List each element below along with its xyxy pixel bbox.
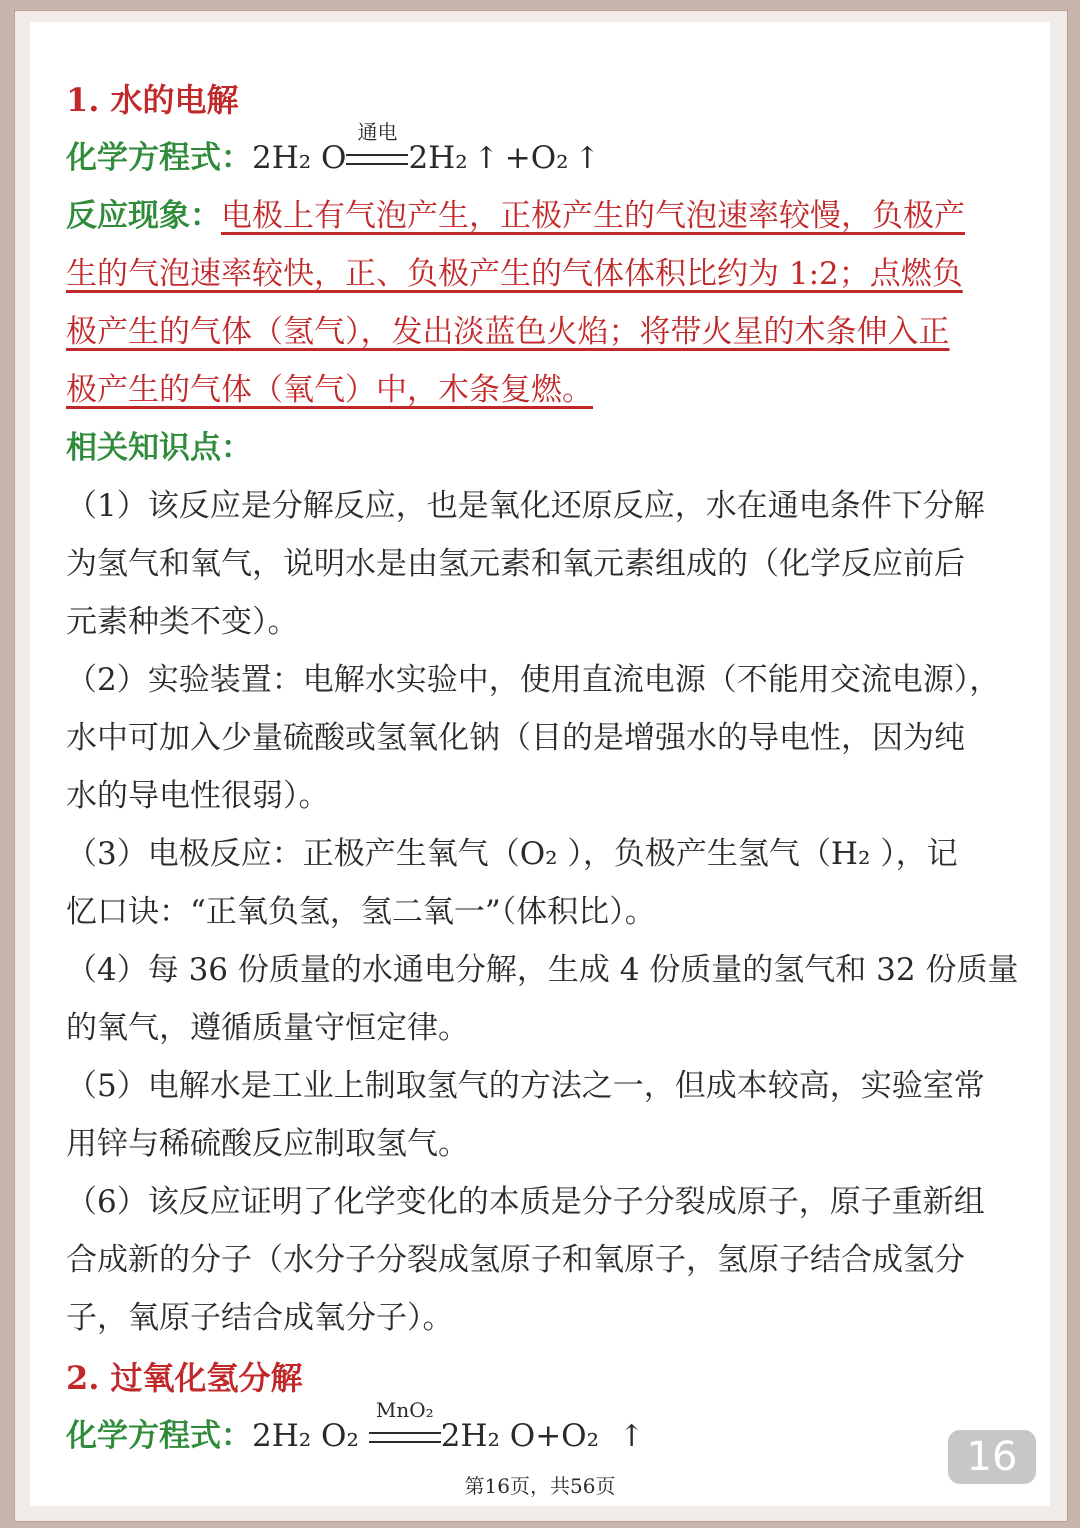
knowledge-line: 为氢气和氧气，说明水是由氢元素和氧元素组成的（化学反应前后 [66, 546, 965, 582]
section1-title: 1. 水的电解 [66, 81, 239, 119]
knowledge-line: 元素种类不变）。 [66, 604, 299, 640]
knowledge-line: （4）每 36 份质量的水通电分解，生成 4 份质量的氢气和 32 份质量 [66, 952, 1019, 988]
page-footer: 第16页，共56页 [464, 1474, 616, 1498]
knowledge-line: 合成新的分子（水分子分裂成氢原子和氧原子，氢原子结合成氢分 [66, 1242, 965, 1278]
condition-text: MnO₂ [375, 1398, 434, 1422]
double-line [369, 1432, 441, 1443]
section2-title: 2. 过氧化氢分解 [66, 1359, 303, 1397]
gas-arrow-icon: ↑ [619, 1419, 645, 1454]
knowledge-line: （1）该反应是分解反应，也是氧化还原反应，水在通电条件下分解 [66, 488, 985, 524]
knowledge-line: 忆口诀：“正氧负氢，氢二氧一”（体积比）。 [66, 894, 656, 930]
eq-right: 2H₂ [408, 140, 468, 176]
condition-text: 通电 [357, 120, 398, 144]
reaction-condition [369, 1398, 441, 1456]
phenomenon-line-4: 极产生的气体（氧气）中，木条复燃。 [66, 372, 593, 408]
section1-equation [66, 120, 1014, 179]
knowledge-line: 水的导电性很弱）。 [66, 778, 330, 814]
eq-plus: +O₂ [504, 140, 569, 176]
phenomenon-line-3: 极产生的气体（氢气），发出淡蓝色火焰；将带火星的木条伸入正 [66, 314, 950, 350]
gas-arrow-icon: ↑ [574, 141, 600, 176]
knowledge-line: 水中可加入少量硫酸或氢氧化钠（目的是增强水的导电性，因为纯 [66, 720, 965, 756]
knowledge-line: （5）电解水是工业上制取氢气的方法之一，但成本较高，实验室常 [66, 1068, 985, 1104]
knowledge-line: 的氧气，遵循质量守恒定律。 [66, 1010, 469, 1046]
phenomenon-label: 反应现象： [66, 198, 221, 234]
eq-left: 2H₂ O [252, 140, 347, 176]
knowledge-label: 相关知识点： [66, 430, 252, 466]
knowledge-line: 子，氧原子结合成氧分子）。 [66, 1300, 454, 1336]
document-page [30, 22, 1050, 1506]
equation-label: 化学方程式： [66, 140, 252, 176]
double-line [346, 154, 408, 165]
knowledge-line: （2）实验装置：电解水实验中，使用直流电源（不能用交流电源）， [66, 662, 1001, 698]
knowledge-line: 用锌与稀硫酸反应制取氢气。 [66, 1126, 469, 1162]
section2-equation [66, 1398, 1014, 1457]
phenomenon-line-2: 生的气泡速率较快，正、负极产生的气体体积比约为 1:2；点燃负 [66, 256, 963, 292]
eq-right: 2H₂ O+O₂ [440, 1418, 600, 1454]
eq-left: 2H₂ O₂ [252, 1418, 369, 1454]
phenomenon-text: 电极上有气泡产生，正极产生的气泡速率较慢，负极产 [221, 198, 965, 234]
knowledge-line: （6）该反应证明了化学变化的本质是分子分裂成原子，原子重新组 [66, 1184, 985, 1220]
page-number-badge: 16 [948, 1430, 1036, 1484]
equation-label: 化学方程式： [66, 1418, 252, 1454]
knowledge-line: （3）电极反应：正极产生氧气（O₂ ），负极产生氢气（H₂ ），记 [66, 836, 958, 872]
reaction-condition [346, 120, 408, 178]
gas-arrow-icon: ↑ [473, 141, 499, 176]
phenomenon-line-1 [66, 196, 1014, 236]
